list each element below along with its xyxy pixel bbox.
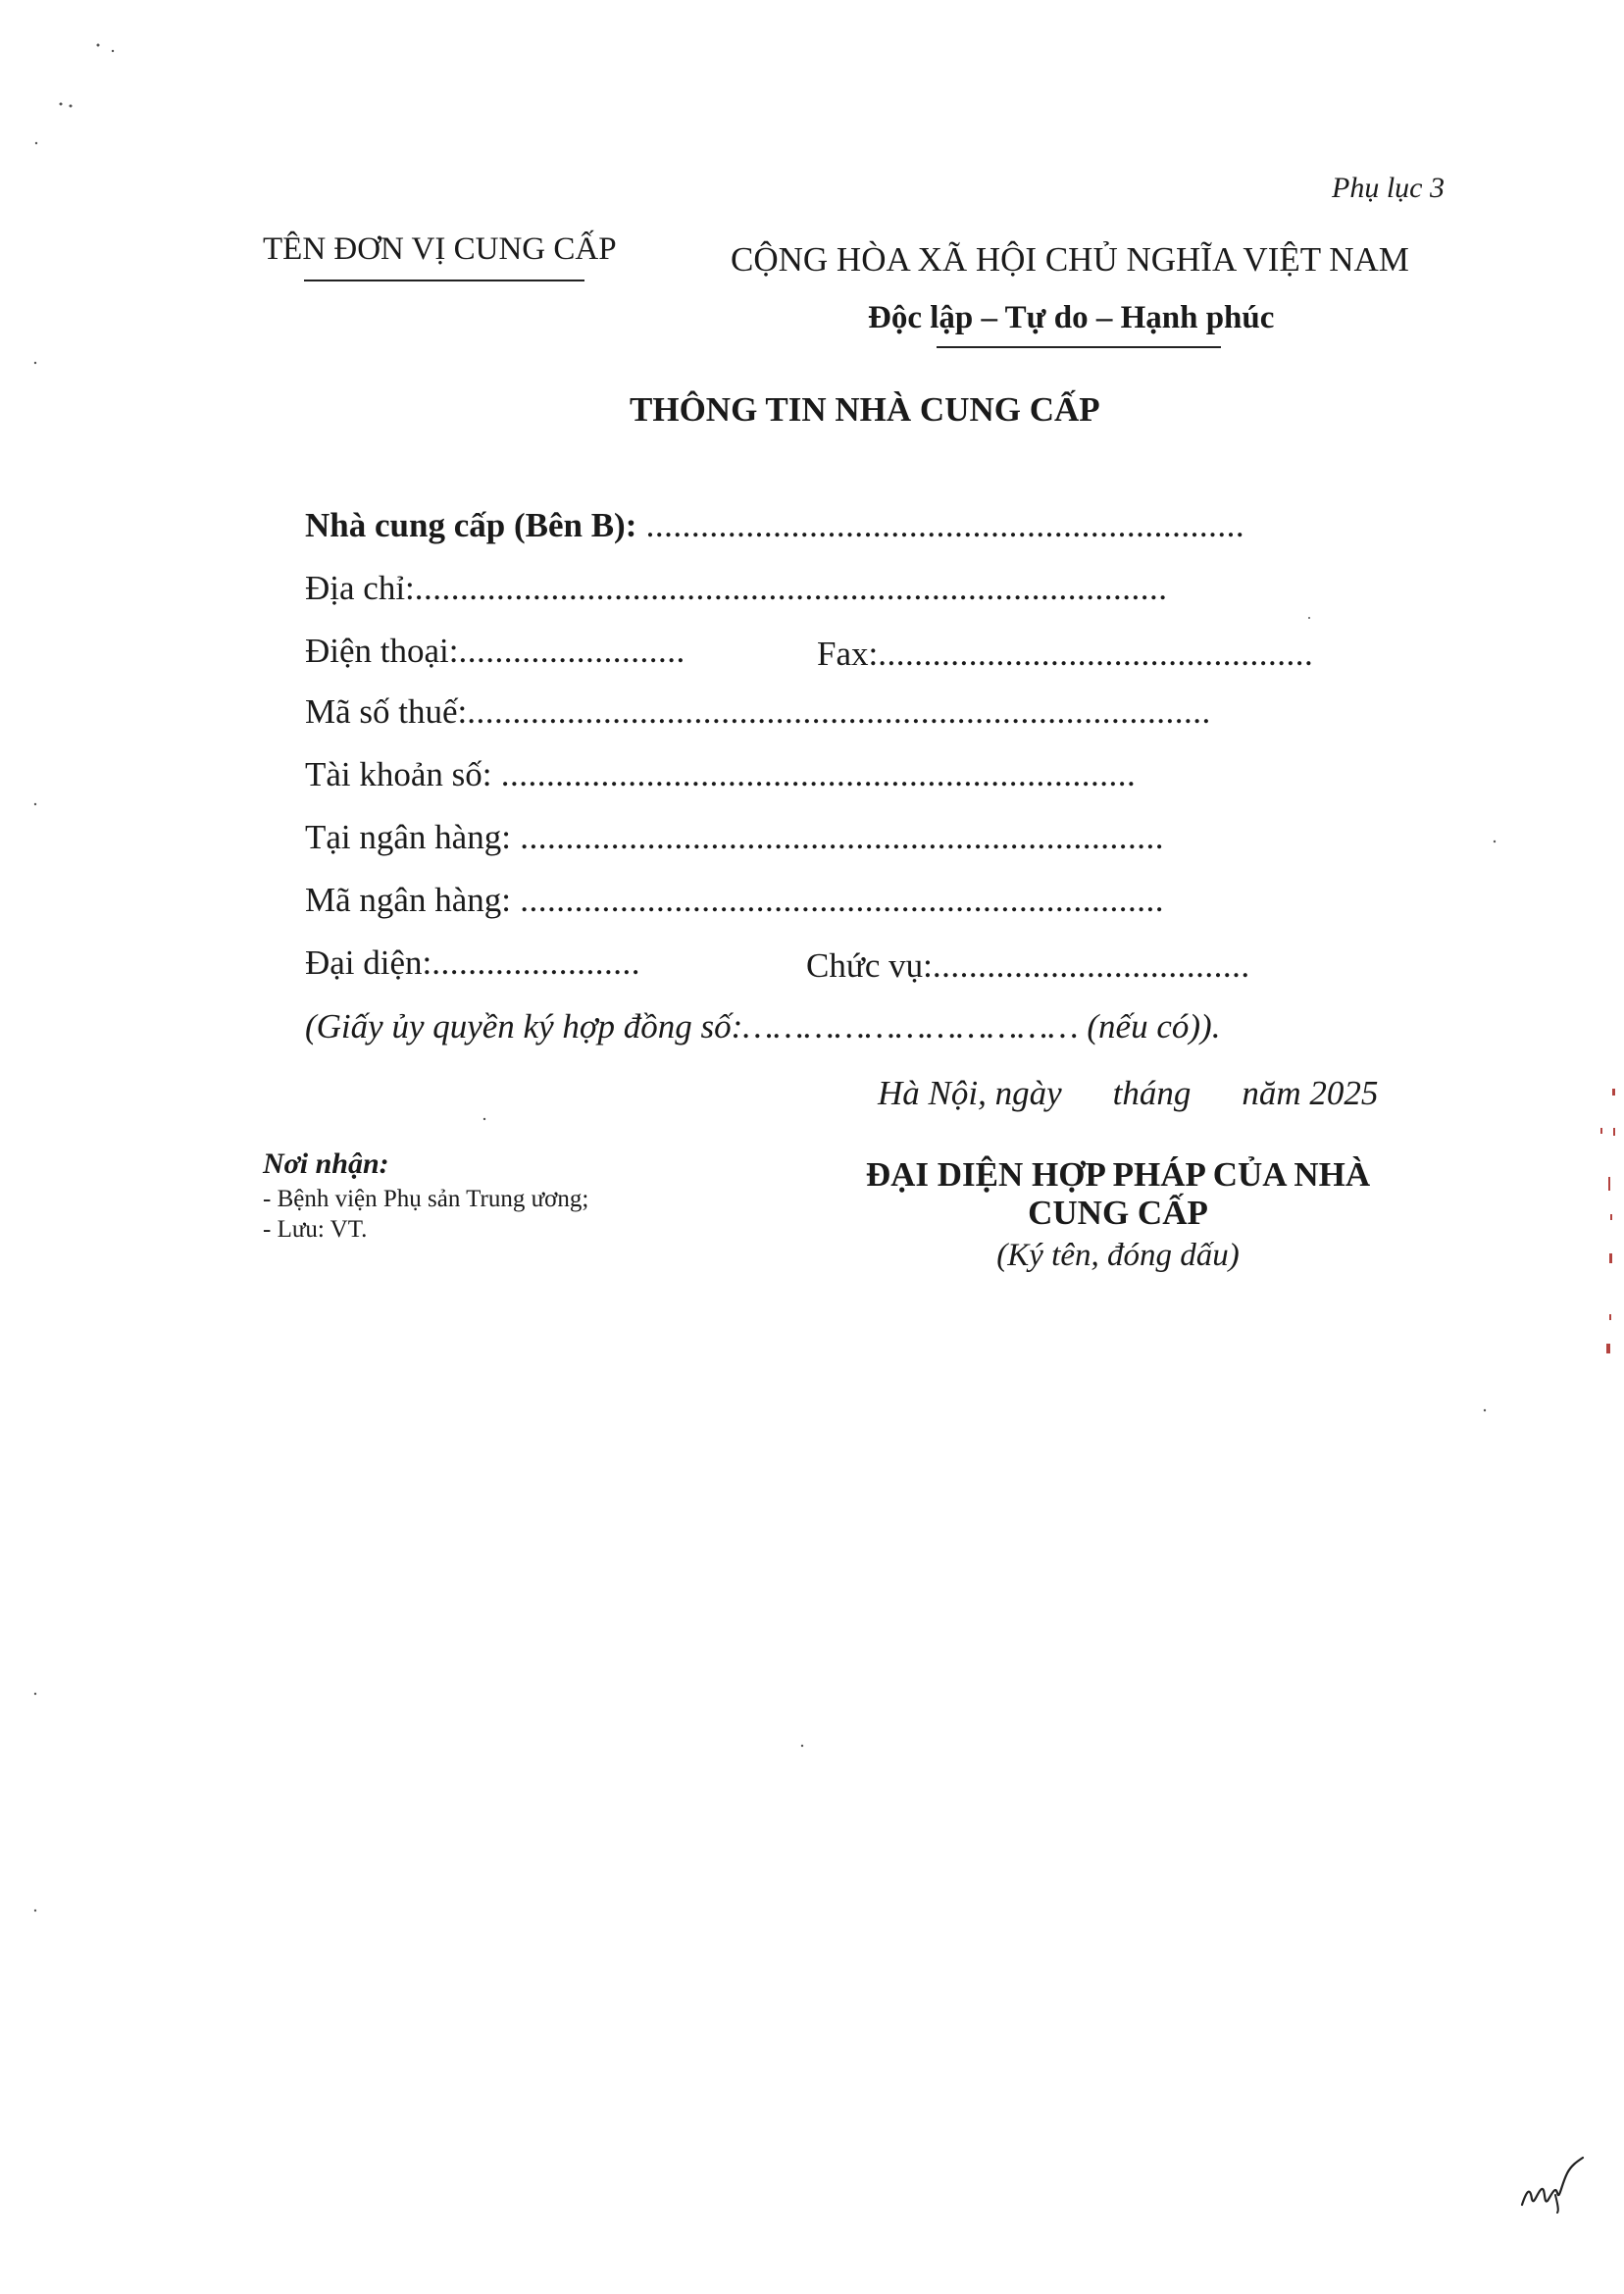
fax-field — [817, 635, 1313, 674]
fax-blank: ................................................ — [878, 635, 1314, 673]
bank-label: Tại ngân hàng: — [305, 818, 511, 856]
date-place-day: Hà Nội, ngày — [878, 1074, 1062, 1112]
supplier-org-name: TÊN ĐƠN VỊ CUNG CẤP — [263, 231, 617, 267]
recipient-item: - Bệnh viện Phụ sản Trung ương; — [263, 1186, 589, 1212]
bank-code-blank: ....................................................................... — [510, 881, 1164, 919]
address-field — [305, 569, 1168, 608]
appendix-label: Phụ lục 3 — [1332, 172, 1445, 204]
signature-block-title: ĐẠI DIỆN HỢP PHÁP CỦA NHÀ CUNG CẤP — [865, 1155, 1371, 1232]
recipient-item: - Lưu: VT. — [263, 1216, 368, 1243]
phone-label: Điện thoại: — [305, 632, 459, 670]
position-field — [806, 946, 1250, 986]
representative-blank: ....................... — [431, 943, 641, 982]
supplier-field — [305, 506, 1244, 545]
address-blank: ................................................................................... — [414, 569, 1168, 607]
national-heading: CỘNG HÒA XÃ HỘI CHỦ NGHĨA VIỆT NAM — [731, 240, 1409, 279]
date-month: tháng — [1112, 1074, 1192, 1112]
position-label: Chức vụ: — [806, 946, 933, 985]
account-label: Tài khoản số: — [305, 755, 492, 793]
authorization-suffix: (nếu có)). — [1078, 1007, 1221, 1045]
representative-label: Đại diện: — [305, 943, 432, 982]
bank-code-label: Mã ngân hàng: — [305, 881, 511, 919]
address-label: Địa chỉ: — [305, 569, 415, 607]
signature-block-note: (Ký tên, đóng dấu) — [996, 1238, 1240, 1273]
tax-code-field — [305, 692, 1211, 732]
tax-code-label: Mã số thuế: — [305, 692, 468, 731]
phone-field — [305, 632, 685, 671]
authorization-blank: …………………………… — [742, 1007, 1079, 1045]
fax-label: Fax: — [817, 635, 879, 673]
representative-field — [305, 943, 640, 983]
tax-code-blank: .................................................................................. — [467, 692, 1211, 731]
handwritten-signature-icon — [1518, 2156, 1587, 2215]
bank-code-field — [305, 881, 1164, 920]
motto-underline — [937, 346, 1221, 348]
document-title: THÔNG TIN NHÀ CUNG CẤP — [630, 390, 1100, 429]
date-year: năm 2025 — [1242, 1074, 1379, 1112]
date-line — [878, 1074, 1378, 1113]
bank-blank: ....................................................................... — [510, 818, 1164, 856]
authorization-field — [305, 1007, 1220, 1046]
national-motto: Độc lập – Tự do – Hạnh phúc — [868, 300, 1275, 335]
org-name-underline — [304, 280, 584, 281]
bank-field — [305, 818, 1164, 857]
authorization-label: (Giấy ủy quyền ký hợp đồng số: — [305, 1007, 743, 1045]
phone-blank: ......................... — [458, 632, 685, 670]
supplier-label: Nhà cung cấp (Bên B): — [305, 506, 637, 544]
supplier-blank: .................................................................. — [636, 506, 1245, 544]
recipients-title: Nơi nhận: — [263, 1147, 389, 1180]
position-blank: ................................... — [932, 946, 1250, 985]
account-field — [305, 755, 1136, 794]
account-blank: ...................................................................... — [491, 755, 1137, 793]
